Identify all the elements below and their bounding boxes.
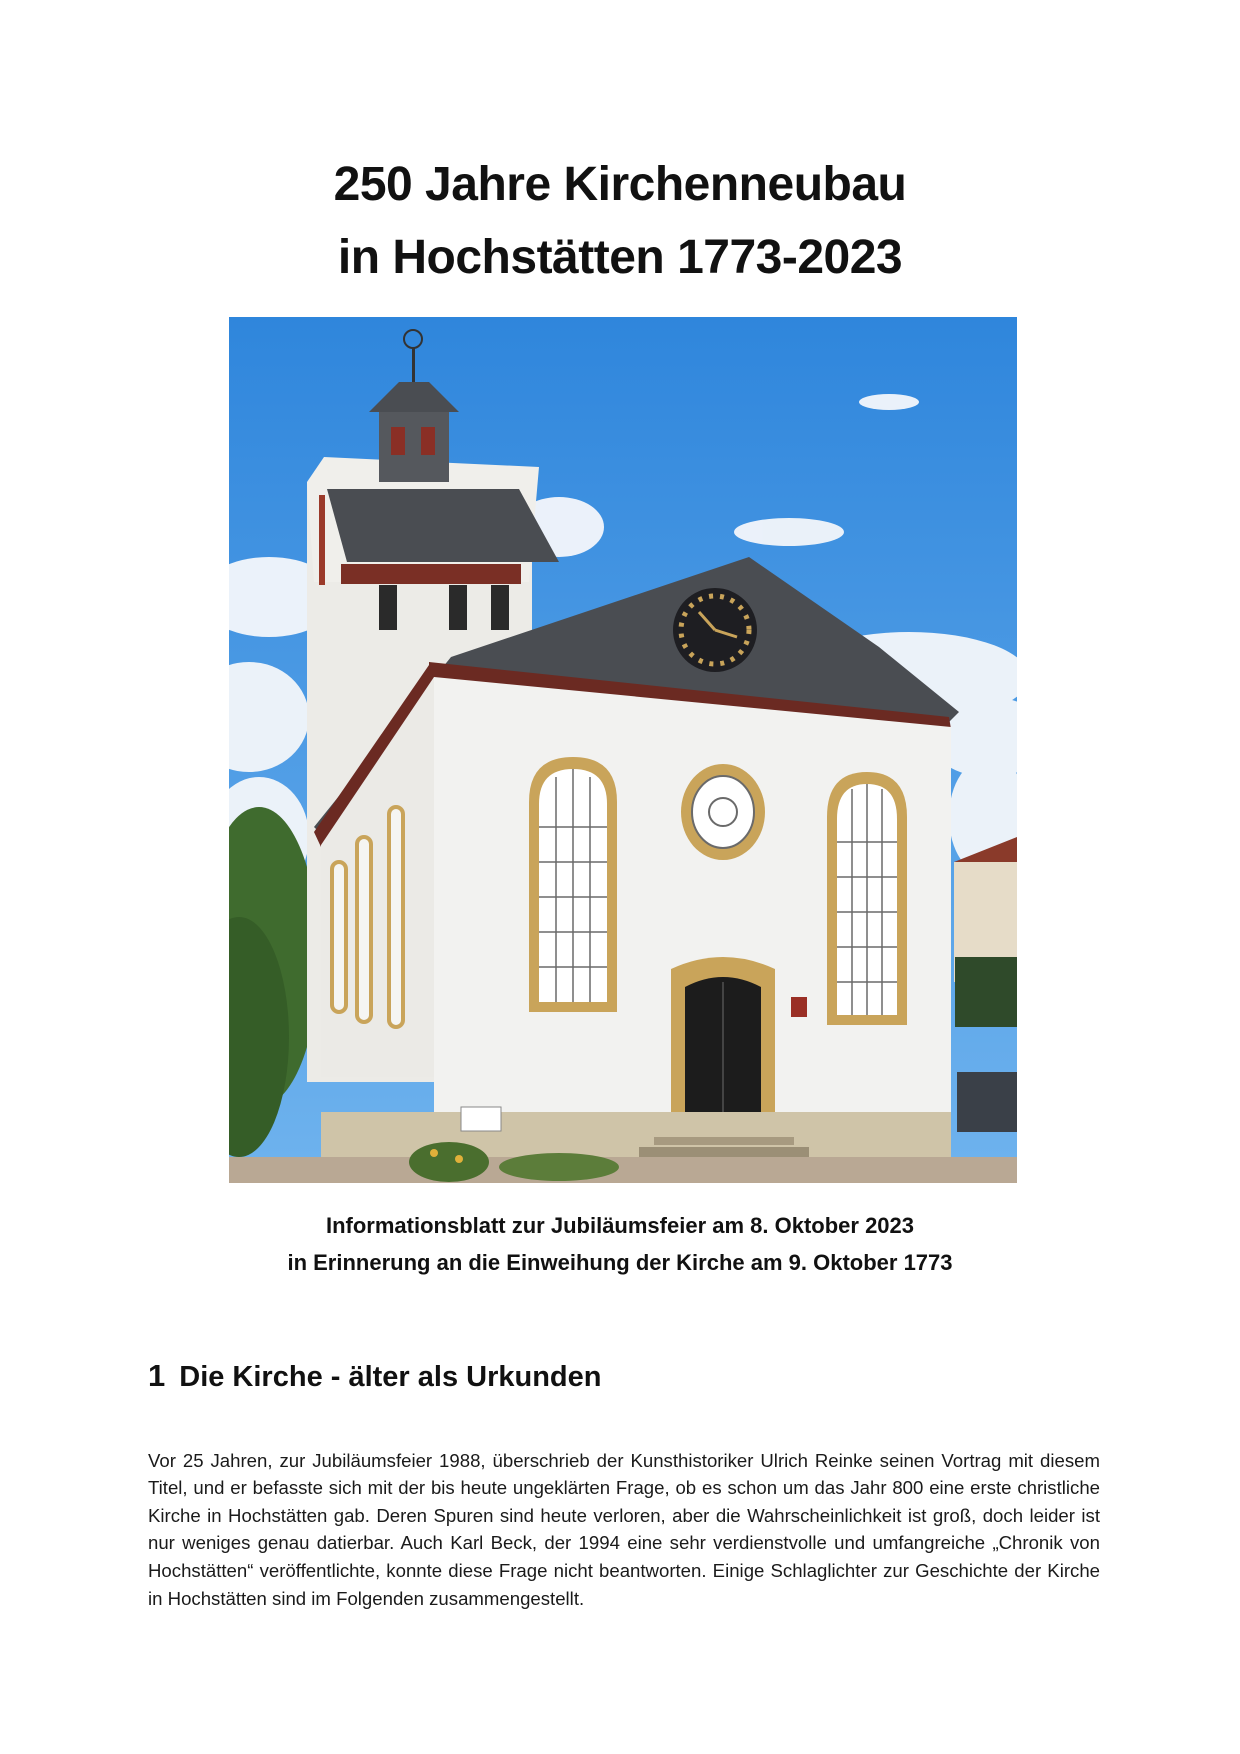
section-heading — [148, 1356, 602, 1397]
page-title-line-1: 250 Jahre Kirchenneubau — [333, 158, 907, 211]
front-window-right — [827, 772, 907, 1025]
page-title-line-2: in Hochstätten 1773-2023 — [337, 231, 903, 284]
church-photo — [229, 317, 1017, 1183]
caption-line-1: Informationsblatt zur Jubiläumsfeier am 8. Oktober 2023 — [325, 1213, 915, 1238]
rose-window — [681, 764, 765, 860]
church-door — [671, 957, 775, 1117]
section-paragraph: Vor 25 Jahren, zur Jubiläumsfeier 1988, überschrieb der Kunsthistoriker Ulrich Reinke seinen Vortrag mit diesem Titel, und er befasste sich mit der bis heute ungeklärten Frage, ob es schon um das Jahr 800 eine erste christliche Kirche in Hochstätten gab. Deren Spuren sind heute verloren, aber die Wahrscheinlichkeit ist groß, doch leider ist nur weniges genau datierbar. Auch Karl Beck, der 1994 eine sehr verdienstvolle und umfangreiche „Chronik von Hochstätten“ veröffentlichte, konnte diese Frage nicht beantworten. Einige Schlaglichter zur Geschichte der Kirche in Hochstätten sind im Folgenden zusammengestellt. — [148, 1449, 1100, 1609]
church-base — [229, 1107, 1017, 1183]
caption-line-2: in Erinnerung an die Einweihung der Kirche am 9. Oktober 1773 — [287, 1250, 953, 1275]
neighbor-house — [954, 837, 1017, 1132]
front-window-left — [529, 757, 617, 1012]
section-heading-text: Die Kirche - älter als Urkunden — [179, 1361, 602, 1393]
section-number: 1 — [148, 1358, 166, 1393]
